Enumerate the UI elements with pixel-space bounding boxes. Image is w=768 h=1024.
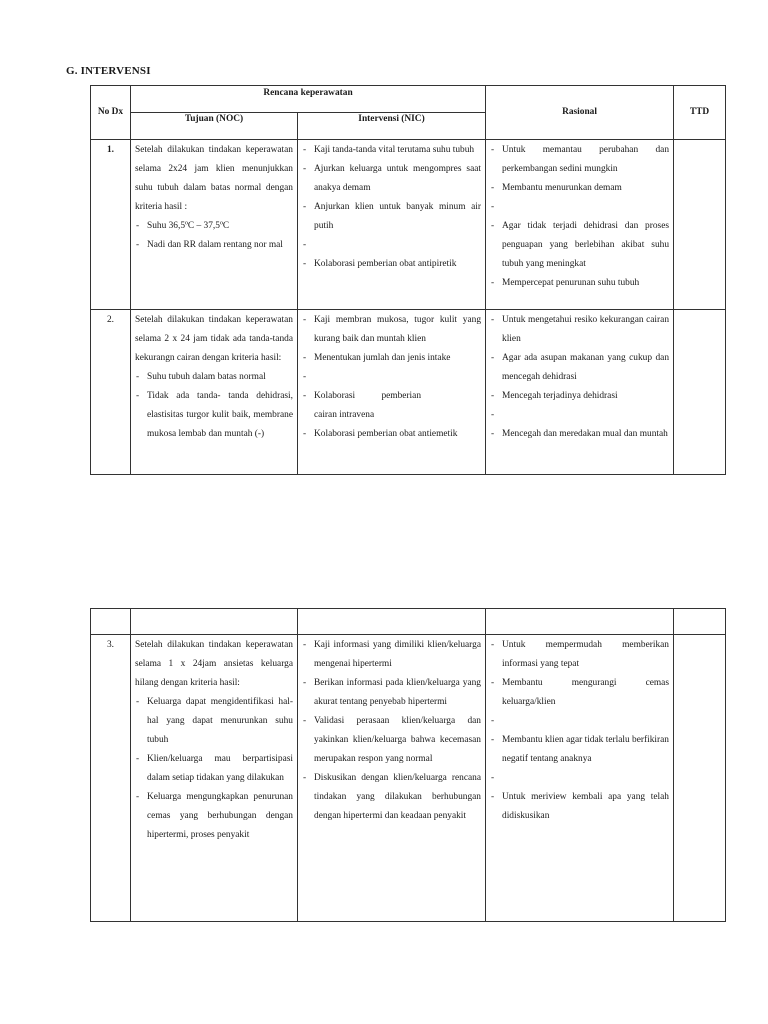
ttd-cell bbox=[674, 140, 726, 310]
table-row bbox=[91, 310, 726, 475]
header-no-dx: No Dx bbox=[91, 86, 131, 140]
list-item: - Agar ada asupan makanan yang cukup dan mencegah dehidrasi bbox=[488, 349, 669, 387]
list-item: - Tidak ada tanda- tanda dehidrasi, elastisitas turgor kulit baik, membrane mukosa lembab dan muntah (-) bbox=[133, 387, 293, 444]
list-item: - Kaji tanda-tanda vital terutama suhu tubuh bbox=[300, 141, 481, 160]
list-item: - Ajurkan keluarga untuk mengompres saat anakya demam bbox=[300, 160, 481, 198]
intervensi-cell bbox=[298, 635, 486, 922]
list-item: - Kaji informasi yang dimiliki klien/keluarga mengenai hipertermi bbox=[300, 636, 481, 674]
table-row bbox=[91, 140, 726, 310]
list-item: - Klien/keluarga mau berpartisipasi dalam setiap tidakan yang dilakukan bbox=[133, 750, 293, 788]
tujuan-intro: Setelah dilakukan tindakan keperawatan selama 1 x 24jam ansietas keluarga hilang dengan kriteria hasil: bbox=[135, 640, 293, 688]
list-item: - Membantu mengurangi cemas keluarga/klien bbox=[488, 674, 669, 712]
list-item: - Diskusikan dengan klien/keluarga rencana tindakan yang dilakukan berhubungan dengan hipertermi dan keadaan penyakit bbox=[300, 769, 481, 826]
rasional-cell bbox=[486, 635, 674, 922]
list-item: - Untuk memantau perubahan dan perkembangan sedini mungkin bbox=[488, 141, 669, 179]
section-title: G. INTERVENSI bbox=[66, 65, 151, 77]
list-item: - Mempercepat penurunan suhu tubuh bbox=[488, 274, 669, 293]
list-item: - Anjurkan klien untuk banyak minum air putih bbox=[300, 198, 481, 236]
table-row bbox=[91, 635, 726, 922]
tujuan-intro: Setelah dilakukan tindakan keperawatan selama 2x24 jam klien menunjukkan suhu tubuh dalam batas normal dengan kriteria hasil : bbox=[135, 145, 293, 212]
header-ttd: TTD bbox=[674, 86, 726, 140]
list-item: - Nadi dan RR dalam rentang nor mal bbox=[133, 236, 293, 255]
intervensi-cell bbox=[298, 140, 486, 310]
list-item: - Keluarga mengungkapkan penurunan cemas yang berhubungan dengan hipertermi, proses penyakit bbox=[133, 788, 293, 845]
list-item: - Untuk meriview kembali apa yang telah didiskusikan bbox=[488, 788, 669, 826]
list-item: - Suhu tubuh dalam batas normal bbox=[133, 368, 293, 387]
tujuan-intro: Setelah dilakukan tindakan keperawatan selama 2 x 24 jam tidak ada tanda-tanda kekurangn cairan dengan kriteria hasil: bbox=[135, 315, 293, 363]
header-rasional: Rasional bbox=[486, 86, 674, 140]
list-item: - Kaji membran mukosa, tugor kulit yang kurang baik dan muntah klien bbox=[300, 311, 481, 349]
list-item: - Membantu klien agar tidak terlalu berfikiran negatif tentang anaknya bbox=[488, 731, 669, 769]
list-item: - Menentukan jumlah dan jenis intake bbox=[300, 349, 481, 368]
list-item: - Kolaborasi pemberian obat antiemetik bbox=[300, 425, 481, 444]
list-item: - Agar tidak terjadi dehidrasi dan proses penguapan yang berlebihan akibat suhu tubuh yang meningkat bbox=[488, 217, 669, 274]
ttd-cell bbox=[674, 635, 726, 922]
list-item: - Validasi perasaan klien/keluarga dan yakinkan klien/keluarga bahwa kecemasan merupakan respon yang normal bbox=[300, 712, 481, 769]
intervensi-cell bbox=[298, 310, 486, 475]
row-number: 1. bbox=[91, 140, 131, 310]
header-intervensi: Intervensi (NIC) bbox=[298, 113, 486, 140]
rasional-cell bbox=[486, 140, 674, 310]
list-item: - Berikan informasi pada klien/keluarga yang akurat tentang penyebab hipertermi bbox=[300, 674, 481, 712]
rasional-cell bbox=[486, 310, 674, 475]
tujuan-cell bbox=[131, 140, 298, 310]
header-tujuan: Tujuan (NOC) bbox=[131, 113, 298, 140]
list-item: - Kolaborasi pemberian cairan intravena bbox=[300, 387, 481, 425]
list-item: - Membantu menurunkan demam bbox=[488, 179, 669, 198]
list-item: - Untuk mengetahui resiko kekurangan cairan klien bbox=[488, 311, 669, 349]
intervention-table-1 bbox=[90, 85, 726, 475]
list-item: - Untuk mempermudah memberikan informasi yang tepat bbox=[488, 636, 669, 674]
tujuan-cell bbox=[131, 635, 298, 922]
intervention-table-2 bbox=[90, 608, 726, 922]
row-number: 2. bbox=[91, 310, 131, 475]
ttd-cell bbox=[674, 310, 726, 475]
list-item: - Mencegah dan meredakan mual dan muntah bbox=[488, 425, 669, 444]
list-item: - Suhu 36,5ºC – 37,5ºC bbox=[133, 217, 293, 236]
list-item: - Keluarga dapat mengidentifikasi hal-hal yang dapat menurunkan suhu tubuh bbox=[133, 693, 293, 750]
tujuan-cell bbox=[131, 310, 298, 475]
list-item: - Mencegah terjadinya dehidrasi bbox=[488, 387, 669, 406]
list-item: - Kolaborasi pemberian obat antipiretik bbox=[300, 255, 481, 274]
header-rencana: Rencana keperawatan bbox=[131, 86, 486, 113]
row-number: 3. bbox=[91, 635, 131, 922]
